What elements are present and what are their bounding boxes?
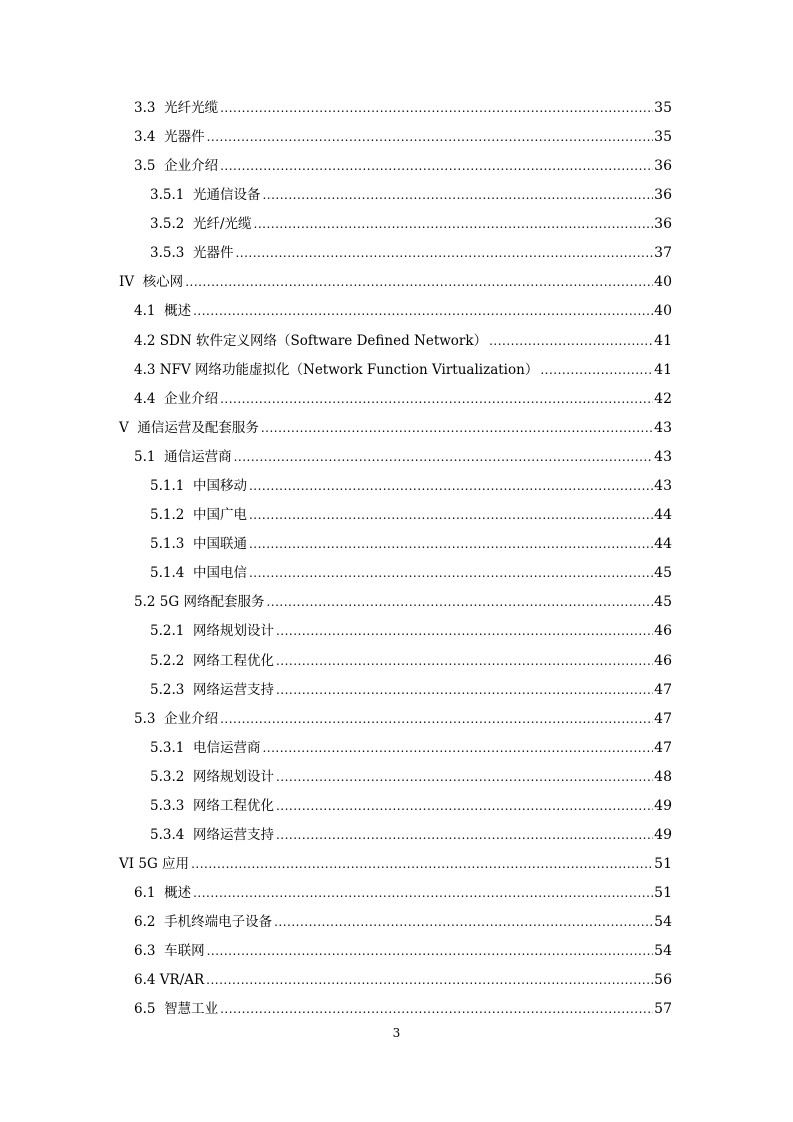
toc-entry[interactable] [150, 213, 672, 235]
toc-entry-title: 光纤/光缆 [192, 216, 252, 232]
toc-entry-number: 5.2 [134, 594, 156, 610]
toc-entry-number: 5.2.2 [150, 653, 185, 669]
toc-dot-leader [276, 679, 653, 701]
toc-dot-leader [220, 388, 653, 410]
toc-entry-title: 车联网 [164, 943, 205, 959]
toc-entry-number: 3.4 [134, 129, 156, 145]
toc-entry-page: 41 [654, 362, 672, 378]
page-number: 3 [392, 1026, 401, 1040]
toc-entry-title: 企业介绍 [164, 158, 219, 174]
toc-dot-leader [220, 708, 653, 730]
toc-entry-number: 5.3.2 [150, 769, 185, 785]
toc-entry-title: 中国联通 [192, 536, 247, 552]
toc-entry[interactable] [119, 417, 672, 439]
toc-entry[interactable] [134, 300, 672, 322]
toc-entry-page: 41 [654, 333, 672, 349]
toc-entry-number: 5.1.1 [150, 478, 185, 494]
toc-entry-page: 54 [654, 914, 672, 930]
toc-dot-leader [262, 737, 653, 759]
toc-entry-title: 光通信设备 [192, 187, 261, 203]
toc-dot-leader [489, 330, 653, 352]
toc-entry-page: 48 [654, 769, 672, 785]
toc-entry-number: 5.2.3 [150, 682, 185, 698]
toc-dot-leader [249, 562, 653, 584]
toc-dot-leader [206, 969, 653, 991]
toc-dot-leader [276, 650, 653, 672]
toc-entry-title: 核心网 [142, 274, 184, 290]
toc-entry-page: 45 [654, 594, 672, 610]
toc-dot-leader [234, 446, 654, 468]
toc-entry-number: 4.3 [134, 362, 156, 378]
toc-dot-leader [254, 213, 654, 235]
toc-entry-number: 6.2 [134, 914, 156, 930]
toc-entry[interactable] [119, 271, 672, 293]
toc-entry-title: 网络工程优化 [192, 798, 274, 814]
toc-entry-page: 45 [654, 565, 672, 581]
toc-entry-number: 6.3 [134, 943, 156, 959]
toc-entry[interactable] [150, 504, 672, 526]
toc-entry-title: 概述 [164, 303, 192, 319]
toc-entry[interactable] [150, 679, 672, 701]
toc-entry-page: 47 [654, 682, 672, 698]
toc-entry[interactable] [134, 591, 672, 613]
toc-entry-title: 通信运营及配套服务 [137, 420, 259, 436]
toc-entry-number: 4.1 [134, 303, 156, 319]
toc-dot-leader [220, 97, 653, 119]
toc-entry[interactable] [134, 998, 672, 1020]
toc-dot-leader [249, 504, 653, 526]
toc-entry-title: 光器件 [192, 245, 234, 261]
toc-entry[interactable] [150, 650, 672, 672]
toc-dot-leader [193, 882, 653, 904]
toc-entry-number: 5.2.1 [150, 623, 185, 639]
toc-entry-title: 通信运营商 [164, 449, 232, 465]
toc-entry[interactable] [134, 882, 672, 904]
toc-entry[interactable] [150, 795, 672, 817]
toc-entry-page: 47 [654, 740, 672, 756]
toc-entry[interactable] [134, 446, 672, 468]
toc-entry[interactable] [150, 533, 672, 555]
toc-entry-page: 36 [654, 158, 672, 174]
toc-dot-leader [220, 155, 653, 177]
toc-entry[interactable] [134, 155, 672, 177]
toc-entry-page: 43 [654, 449, 672, 465]
toc-entry[interactable] [134, 97, 672, 119]
toc-dot-leader [207, 126, 654, 148]
toc-entry[interactable] [119, 853, 672, 875]
toc-entry-title: 网络规划设计 [192, 769, 274, 785]
toc-entry-number: V [119, 420, 129, 436]
toc-entry-title: SDN 软件定义网络（Software Defined Network） [159, 333, 488, 349]
toc-entry-title: NFV 网络功能虚拟化（Network Function Virtualization） [159, 362, 539, 378]
toc-entry-number: 5.1.2 [150, 507, 185, 523]
toc-entry-number: 3.5.1 [150, 187, 185, 203]
toc-entry[interactable] [150, 824, 672, 846]
toc-entry-page: 49 [654, 798, 672, 814]
toc-dot-leader [266, 591, 653, 613]
toc-entry[interactable] [134, 330, 672, 352]
toc-entry[interactable] [150, 242, 672, 264]
toc-entry-page: 36 [654, 216, 672, 232]
toc-entry-page: 35 [654, 100, 672, 116]
toc-entry[interactable] [150, 766, 672, 788]
toc-entry-page: 47 [654, 711, 672, 727]
toc-entry-number: 3.3 [134, 100, 156, 116]
toc-entry-title: 企业介绍 [164, 711, 219, 727]
toc-entry-page: 43 [654, 420, 672, 436]
toc-dot-leader [276, 620, 653, 642]
toc-entry-number: 6.5 [134, 1001, 156, 1017]
toc-dot-leader [193, 300, 653, 322]
toc-entry-page: 40 [654, 303, 672, 319]
toc-entry-page: 51 [654, 856, 672, 872]
toc-entry-page: 56 [654, 972, 672, 988]
toc-entry-page: 43 [654, 478, 672, 494]
toc-entry-title: 概述 [164, 885, 192, 901]
toc-entry[interactable] [150, 562, 672, 584]
toc-entry-page: 49 [654, 827, 672, 843]
toc-entry-number: 5.1.3 [150, 536, 185, 552]
toc-entry-title: 智慧工业 [164, 1001, 219, 1017]
toc-entry-number: 3.5 [134, 158, 156, 174]
toc-dot-leader [191, 853, 653, 875]
toc-entry-number: 4.2 [134, 333, 156, 349]
toc-entry-number: 5.1 [134, 449, 156, 465]
toc-entry-page: 37 [654, 245, 672, 261]
toc-dot-leader [276, 766, 653, 788]
toc-entry[interactable] [134, 969, 672, 991]
toc-entry-number: 6.4 [134, 972, 156, 988]
toc-entry-number: 4.4 [134, 391, 156, 407]
toc-entry-page: 51 [654, 885, 672, 901]
toc-entry-title: 光纤光缆 [164, 100, 219, 116]
toc-entry-page: 54 [654, 943, 672, 959]
toc-entry[interactable] [134, 911, 672, 933]
toc-dot-leader [249, 475, 653, 497]
toc-dot-leader [540, 359, 653, 381]
toc-entry-title: 中国移动 [192, 478, 247, 494]
toc-entry-title: 网络运营支持 [192, 827, 274, 843]
toc-entry-number: 5.3.4 [150, 827, 185, 843]
toc-entry-page: 35 [654, 129, 672, 145]
toc-entry-page: 42 [654, 391, 672, 407]
toc-dot-leader [261, 417, 653, 439]
toc-entry-title: 网络工程优化 [192, 653, 274, 669]
toc-dot-leader [207, 940, 654, 962]
toc-entry[interactable] [134, 126, 672, 148]
toc-entry-page: 44 [654, 507, 672, 523]
toc-entry[interactable] [134, 940, 672, 962]
toc-entry-title: 网络运营支持 [192, 682, 274, 698]
toc-entry-title: 手机终端电子设备 [164, 914, 273, 930]
toc-entry-title: 5G 应用 [138, 856, 190, 872]
toc-entry-title: VR/AR [159, 972, 205, 988]
toc-entry[interactable] [150, 620, 672, 642]
toc-entry-title: 5G 网络配套服务 [159, 594, 265, 610]
toc-entry-number: 5.3.1 [150, 740, 185, 756]
toc-entry-title: 中国广电 [192, 507, 247, 523]
toc-entry-page: 36 [654, 187, 672, 203]
toc-dot-leader [235, 242, 653, 264]
toc-entry-page: 44 [654, 536, 672, 552]
toc-entry-page: 46 [654, 623, 672, 639]
toc-entry[interactable] [150, 737, 672, 759]
toc-entry-number: 6.1 [134, 885, 156, 901]
toc-dot-leader [276, 795, 653, 817]
toc-dot-leader [249, 533, 653, 555]
toc-entry-title: 企业介绍 [164, 391, 219, 407]
toc-entry[interactable] [150, 475, 672, 497]
toc-entry[interactable] [134, 388, 672, 410]
toc-dot-leader [276, 824, 653, 846]
toc-entry-number: VI [119, 856, 135, 872]
toc-entry-number: IV [119, 274, 135, 290]
toc-entry[interactable] [134, 359, 672, 381]
toc-entry-page: 46 [654, 653, 672, 669]
toc-dot-leader [185, 271, 653, 293]
toc-entry-number: 5.1.4 [150, 565, 185, 581]
toc-entry-title: 电信运营商 [192, 740, 261, 756]
toc-dot-leader [262, 184, 653, 206]
toc-entry-number: 5.3 [134, 711, 156, 727]
toc-entry-number: 5.3.3 [150, 798, 185, 814]
toc-entry-title: 中国电信 [192, 565, 247, 581]
toc-entry-number: 3.5.2 [150, 216, 185, 232]
toc-dot-leader [220, 998, 653, 1020]
toc-entry-page: 40 [654, 274, 672, 290]
toc-entry[interactable] [134, 708, 672, 730]
toc-dot-leader [274, 911, 653, 933]
toc-entry-title: 网络规划设计 [192, 623, 274, 639]
toc-entry-title: 光器件 [164, 129, 205, 145]
toc-entry[interactable] [150, 184, 672, 206]
toc-entry-number: 3.5.3 [150, 245, 185, 261]
toc-entry-page: 57 [654, 1001, 672, 1017]
